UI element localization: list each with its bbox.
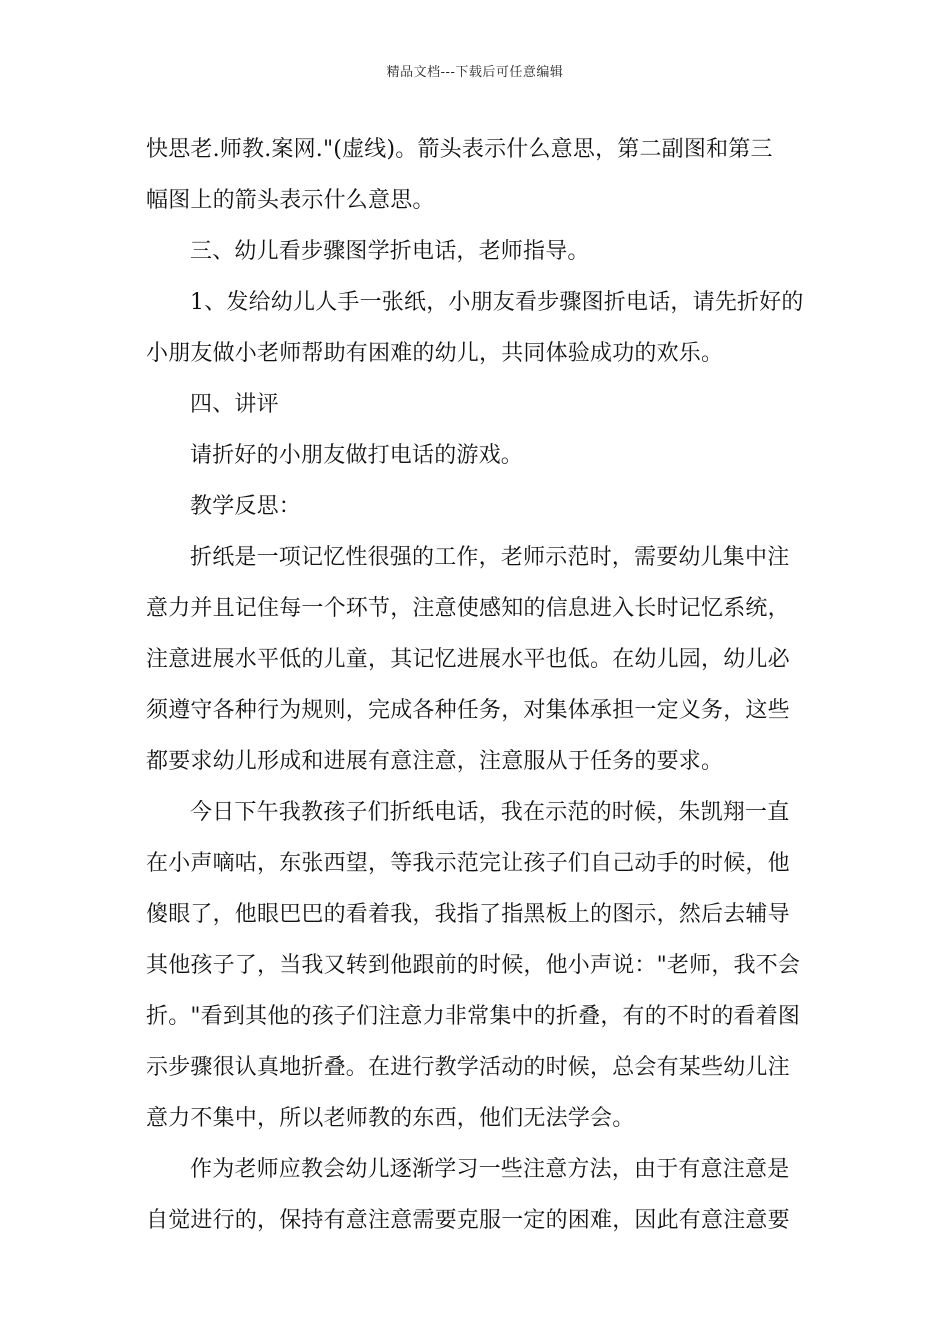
text-line: 幅图上的箭头表示什么意思。 xyxy=(146,188,435,213)
text-line: 折。"看到其他的孩子们注意力非常集中的折叠，有的不时的看着图 xyxy=(146,1004,801,1029)
text-line: 自觉进行的，保持有意注意需要克服一定的困难，因此有意注意要 xyxy=(146,1208,790,1233)
text-line: 注意进展水平低的儿童，其记忆进展水平也低。在幼儿园，幼儿必 xyxy=(146,647,790,672)
text-line: 1、发给幼儿人手一张纸，小朋友看步骤图折电话，请先折好的 xyxy=(190,290,804,315)
text-line: 在小声嘀咕，东张西望，等我示范完让孩子们自己动手的时候，他 xyxy=(146,851,790,876)
text-line: 作为老师应教会幼儿逐渐学习一些注意方法，由于有意注意是 xyxy=(190,1157,790,1182)
text-line: 请折好的小朋友做打电话的游戏。 xyxy=(190,443,524,468)
text-line: 示步骤很认真地折叠。在进行教学活动的时候，总会有某些幼儿注 xyxy=(146,1055,790,1080)
text-line: 傻眼了，他眼巴巴的看着我，我指了指黑板上的图示，然后去辅导 xyxy=(146,902,790,927)
text-line: 快思老.师教.案网."(虚线)。箭头表示什么意思，第二副图和第三 xyxy=(146,137,773,162)
text-line: 都要求幼儿形成和进展有意注意，注意服从于任务的要求。 xyxy=(146,749,724,774)
document-body xyxy=(146,124,806,1246)
text-line: 小朋友做小老师帮助有困难的幼儿，共同体验成功的欢乐。 xyxy=(146,341,724,366)
text-line: 四、讲评 xyxy=(190,392,279,417)
text-line: 意力并且记住每一个环节，注意使感知的信息进入长时记忆系统， xyxy=(146,596,790,621)
text-line: 意力不集中，所以老师教的东西，他们无法学会。 xyxy=(146,1106,635,1131)
text-line: 今日下午我教孩子们折纸电话，我在示范的时候，朱凯翔一直 xyxy=(190,800,790,825)
text-line: 其他孩子了，当我又转到他跟前的时候，他小声说："老师，我不会 xyxy=(146,953,801,978)
text-line: 折纸是一项记忆性很强的工作，老师示范时，需要幼儿集中注 xyxy=(190,545,790,570)
page-header: 精品文档---下载后可任意编辑 xyxy=(386,65,564,80)
text-line: 教学反思： xyxy=(190,494,302,519)
text-line: 三、幼儿看步骤图学折电话，老师指导。 xyxy=(190,239,590,264)
text-line: 须遵守各种行为规则，完成各种任务，对集体承担一定义务，这些 xyxy=(146,698,790,723)
